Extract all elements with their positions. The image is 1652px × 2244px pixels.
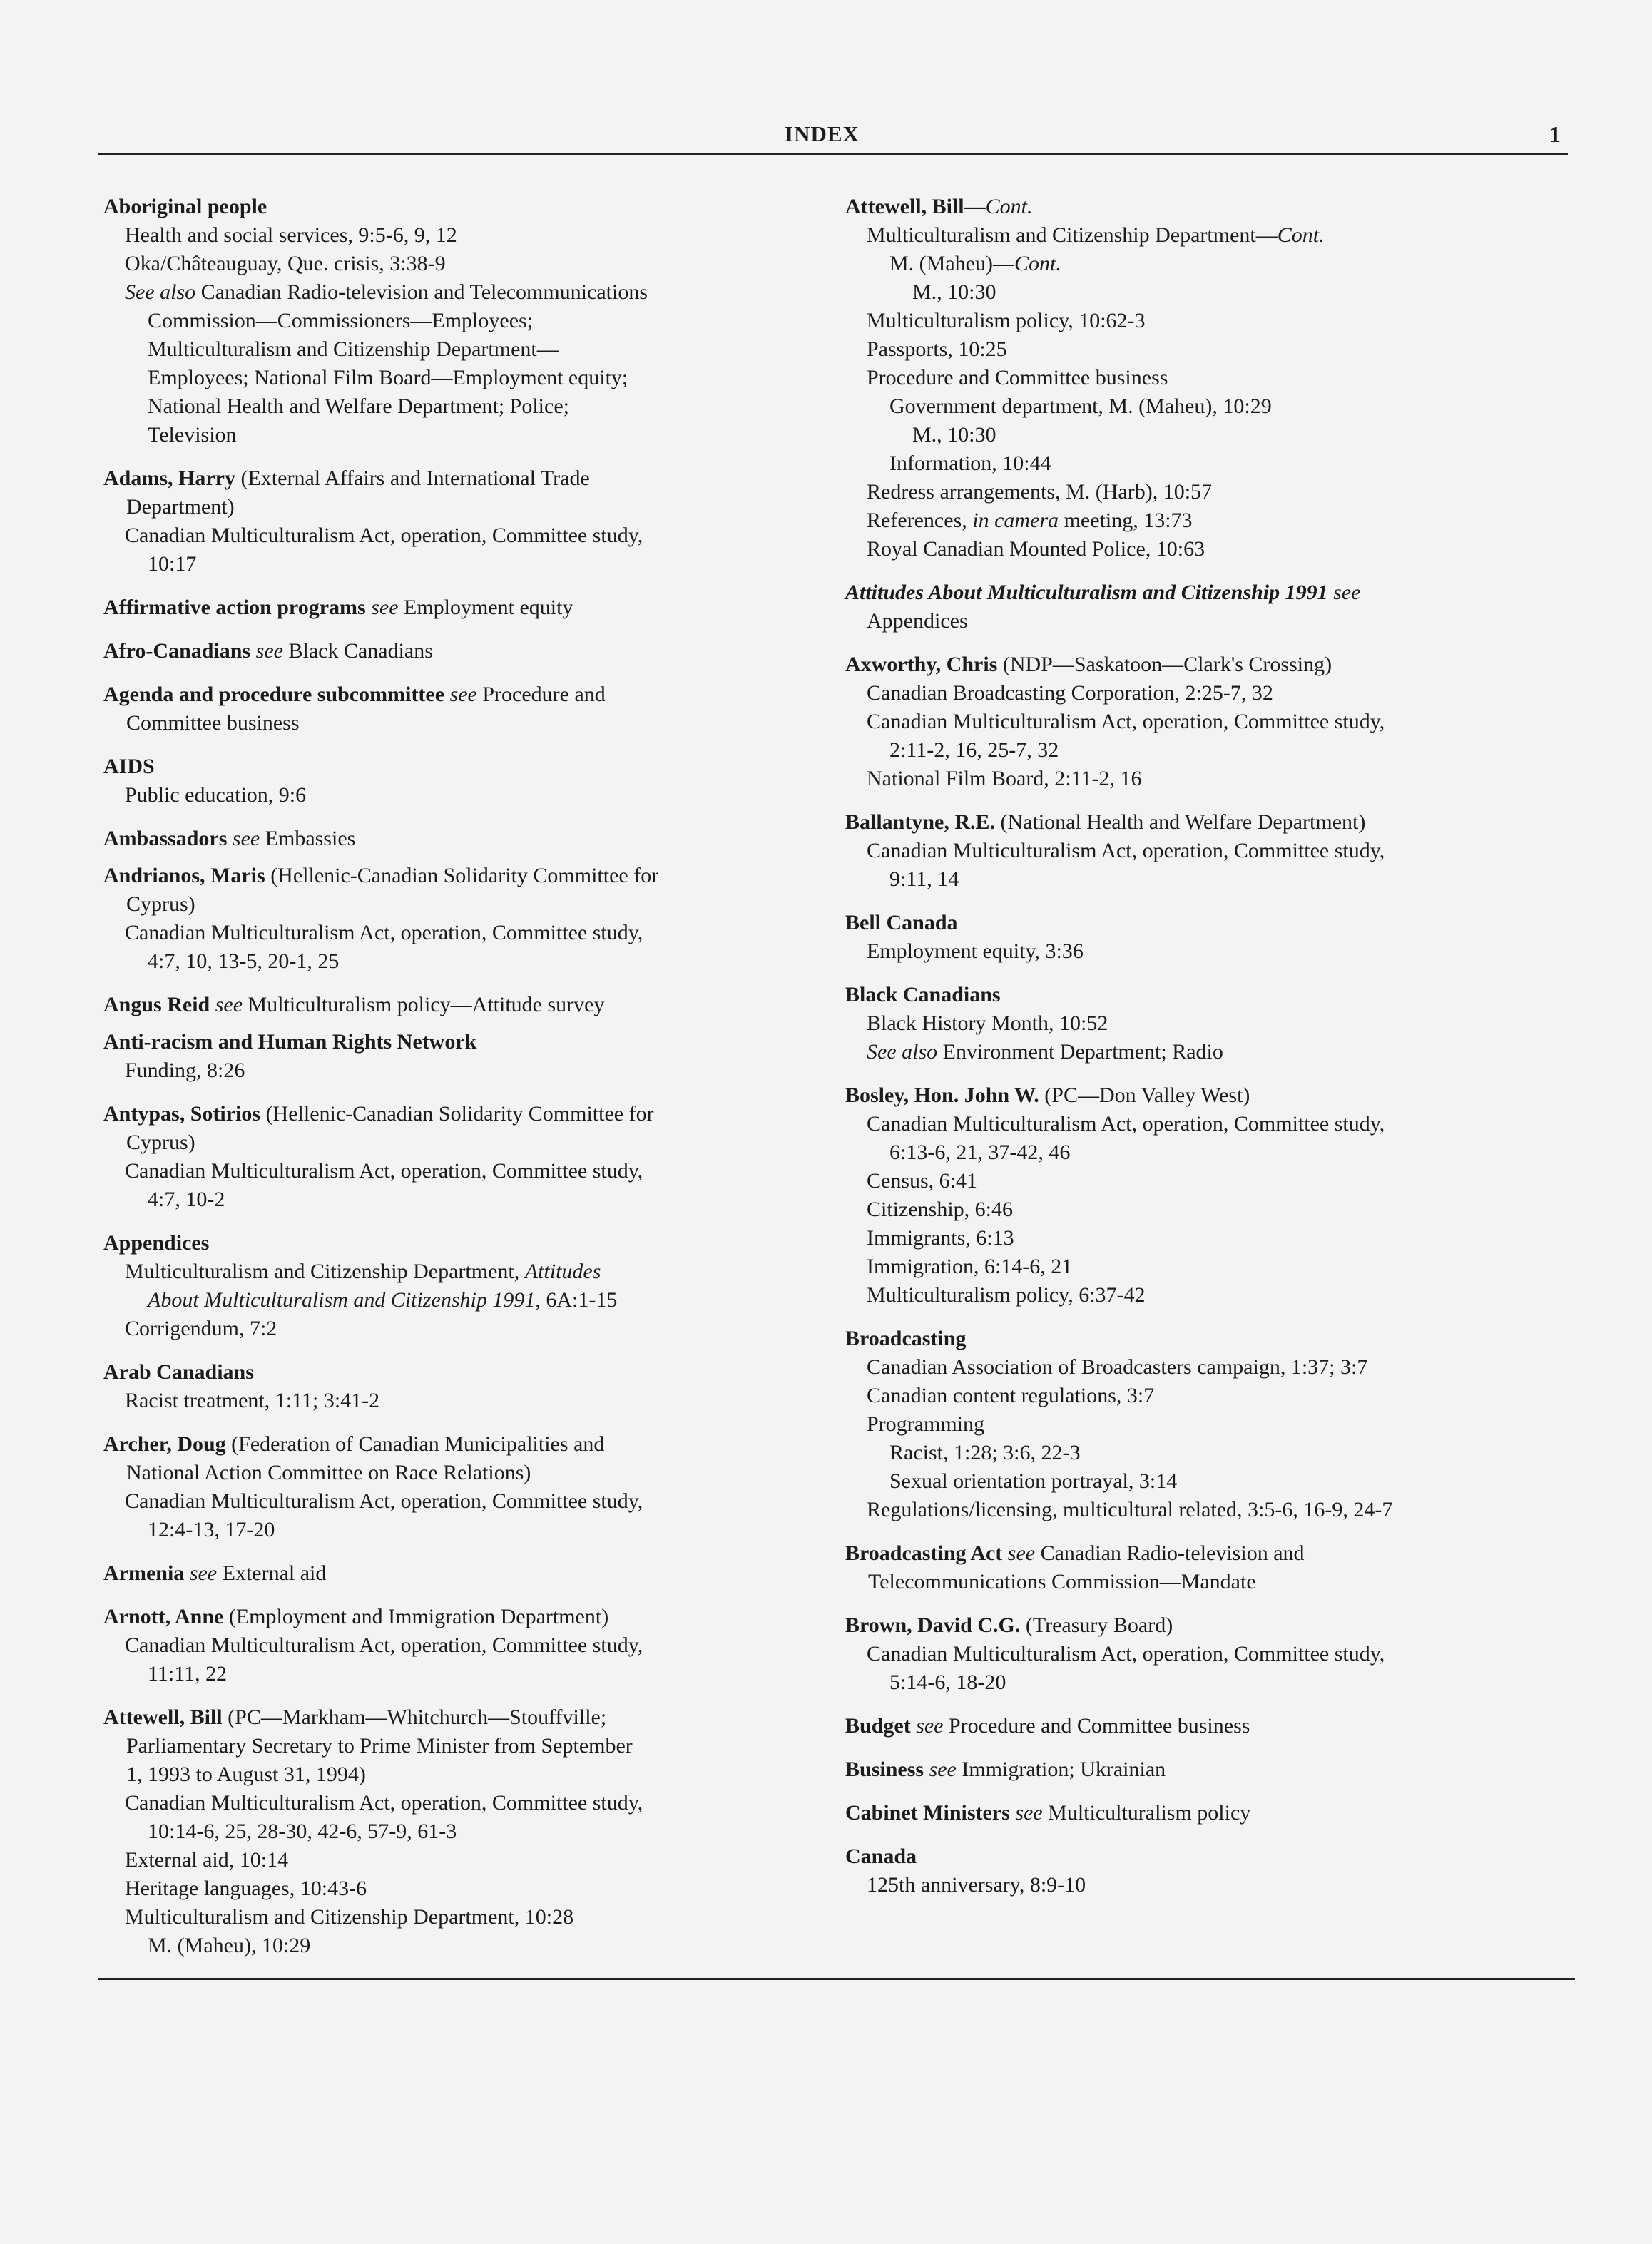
index-text: 10:14-6, 25, 28-30, 42-6, 57-9, 61-3	[148, 1820, 457, 1843]
index-subentry-line	[103, 250, 810, 278]
index-text: (Treasury Board)	[1020, 1613, 1173, 1637]
index-text: 6:13-6, 21, 37-42, 46	[889, 1141, 1071, 1164]
index-term: Aboriginal people	[103, 195, 267, 218]
index-heading-line	[103, 1603, 810, 1631]
index-text: National Health and Welfare Department; Police;	[148, 394, 569, 418]
index-term: Broadcasting	[845, 1327, 967, 1350]
index-text: Programming	[867, 1412, 984, 1436]
index-term: Bell Canada	[845, 911, 958, 934]
index-entry	[845, 1611, 1551, 1697]
index-entry	[845, 981, 1551, 1066]
index-text: Government department, M. (Maheu), 10:29	[889, 394, 1272, 418]
index-heading-line	[103, 1229, 810, 1258]
index-text: Commission—Commissioners—Employees;	[148, 309, 534, 332]
index-text: meeting, 13:73	[1059, 509, 1193, 532]
index-text: Procedure and Committee business	[867, 366, 1168, 389]
index-term: Andrianos, Maris	[103, 864, 265, 887]
index-subentry-line	[845, 1167, 1551, 1195]
index-text: (NDP—Saskatoon—Clark's Crossing)	[997, 653, 1332, 676]
index-subentry-line	[845, 765, 1551, 793]
index-heading-line	[845, 1799, 1551, 1827]
index-text: Cont.	[1277, 223, 1325, 247]
index-text: 5:14-6, 18-20	[889, 1671, 1006, 1694]
index-text: (Employment and Immigration Department)	[223, 1605, 609, 1628]
index-term: Budget	[845, 1714, 911, 1738]
index-heading-line	[845, 578, 1551, 607]
index-text: 10:17	[148, 552, 197, 576]
index-text: About Multiculturalism and Citizenship 1991	[148, 1288, 536, 1312]
index-text: see	[910, 1714, 944, 1738]
index-text: Canadian Association of Broadcasters campaign, 1:37; 3:7	[867, 1355, 1368, 1379]
index-text: Canadian Multiculturalism Act, operation, Committee study,	[867, 1112, 1385, 1136]
index-subentry-line	[845, 478, 1551, 506]
index-subentry-line	[103, 1903, 810, 1932]
index-entry	[103, 862, 810, 976]
index-entry	[103, 991, 810, 1019]
index-heading-line	[845, 808, 1551, 837]
index-term: Appendices	[103, 1231, 210, 1255]
index-entry	[103, 1603, 810, 1688]
index-text: Canadian Broadcasting Corporation, 2:25-7, 32	[867, 681, 1273, 705]
index-subentry-line	[845, 937, 1551, 966]
index-text: Department)	[126, 495, 235, 519]
index-subentry-line	[103, 1516, 810, 1544]
index-term: AIDS	[103, 755, 155, 778]
index-subentry-line	[845, 1138, 1551, 1167]
index-heading-line	[103, 825, 810, 853]
index-text: Racist, 1:28; 3:6, 22-3	[889, 1441, 1081, 1464]
index-text: Oka/Châteauguay, Que. crisis, 3:38-9	[125, 252, 446, 275]
index-text: Multiculturalism and Citizenship Department—	[148, 337, 559, 361]
index-term: Angus Reid	[103, 993, 210, 1016]
index-heading-line	[103, 1358, 810, 1387]
index-subentry-line	[103, 947, 810, 976]
index-text: see	[444, 683, 477, 706]
index-subentry-line	[103, 278, 810, 307]
index-text: Funding, 8:26	[125, 1059, 245, 1082]
index-text: Procedure and Committee business	[943, 1714, 1250, 1738]
index-term: Black Canadians	[845, 983, 1001, 1006]
index-text: Canadian Multiculturalism Act, operation, Committee study,	[867, 1642, 1385, 1666]
index-text: National Action Committee on Race Relations)	[126, 1461, 531, 1484]
index-term: Attewell, Bill	[103, 1705, 223, 1729]
index-text: Racist treatment, 1:11; 3:41-2	[125, 1389, 380, 1412]
index-subentry-line	[103, 335, 810, 364]
index-entry	[103, 1358, 810, 1415]
index-subentry-line	[103, 890, 810, 919]
index-subentry-line	[845, 1353, 1551, 1382]
index-term: Axworthy, Chris	[845, 653, 998, 676]
index-subentry-line	[845, 1668, 1551, 1697]
index-column-left	[103, 193, 810, 1975]
index-subentry-line	[103, 1817, 810, 1846]
index-text: Immigration, 6:14-6, 21	[867, 1255, 1073, 1278]
index-text: Multiculturalism and Citizenship Department—	[867, 223, 1278, 247]
index-text: Canadian Multiculturalism Act, operation, Committee study,	[125, 1159, 643, 1183]
index-heading-line	[845, 981, 1551, 1009]
index-text: Canadian Radio-television and Telecommunications	[195, 280, 648, 304]
index-text: 12:4-13, 17-20	[148, 1518, 275, 1541]
index-subentry-line	[103, 1760, 810, 1789]
index-text: Black Canadians	[282, 639, 433, 663]
index-text: National Film Board, 2:11-2, 16	[867, 767, 1142, 790]
index-entry	[103, 1229, 810, 1343]
index-entry	[103, 193, 810, 449]
index-text: External aid	[217, 1561, 327, 1585]
index-term: Antypas, Sotirios	[103, 1102, 261, 1126]
index-subentry-line	[845, 421, 1551, 449]
index-text: Canadian Multiculturalism Act, operation, Committee study,	[125, 1633, 643, 1657]
index-heading-line	[845, 1081, 1551, 1110]
index-heading-line	[103, 680, 810, 709]
index-heading-line	[845, 909, 1551, 937]
index-subentry-line	[845, 865, 1551, 894]
index-subentry-line	[103, 421, 810, 449]
index-entry	[845, 1081, 1551, 1310]
index-subentry-line	[845, 1467, 1551, 1496]
index-entry	[845, 1755, 1551, 1784]
index-subentry-line	[845, 708, 1551, 736]
index-text: Committee business	[126, 711, 300, 735]
index-subentry-line	[103, 221, 810, 250]
index-text: Multiculturalism policy, 10:62-3	[867, 309, 1146, 332]
index-subentry-line	[845, 1253, 1551, 1281]
index-text: Redress arrangements, M. (Harb), 10:57	[867, 480, 1213, 504]
index-heading-line	[103, 1703, 810, 1732]
index-text: Canadian Multiculturalism Act, operation, Committee study,	[125, 1489, 643, 1513]
index-text: 2:11-2, 16, 25-7, 32	[889, 738, 1059, 762]
index-text: Royal Canadian Mounted Police, 10:63	[867, 537, 1205, 561]
index-heading-line	[845, 1755, 1551, 1784]
index-entry	[845, 1712, 1551, 1740]
index-text: Sexual orientation portrayal, 3:14	[889, 1469, 1178, 1493]
index-heading-line	[845, 1712, 1551, 1740]
index-text: Citizenship, 6:46	[867, 1198, 1013, 1221]
index-subentry-line	[845, 1640, 1551, 1668]
index-text: External aid, 10:14	[125, 1848, 289, 1872]
index-subentry-line	[103, 1631, 810, 1660]
index-text: see	[1009, 1801, 1043, 1825]
index-text: Appendices	[867, 609, 968, 633]
index-heading-line	[845, 1539, 1551, 1568]
index-text: 1, 1993 to August 31, 1994)	[126, 1763, 366, 1786]
index-text: Black History Month, 10:52	[867, 1011, 1108, 1035]
index-subentry-line	[845, 736, 1551, 765]
index-term: Ambassadors	[103, 827, 228, 850]
index-text: see	[924, 1758, 957, 1781]
index-text: Canadian Multiculturalism Act, operation, Committee study,	[125, 1791, 643, 1815]
index-text: Immigrants, 6:13	[867, 1226, 1014, 1250]
index-text: Health and social services, 9:5-6, 9, 12	[125, 223, 457, 247]
index-subentry-line	[845, 607, 1551, 636]
index-subentry-line	[845, 837, 1551, 865]
index-heading-line	[103, 637, 810, 665]
index-subentry-line	[845, 1281, 1551, 1310]
page-title: INDEX	[785, 121, 860, 146]
index-heading-line	[845, 1325, 1551, 1353]
index-entry	[845, 578, 1551, 636]
index-text: see	[227, 827, 260, 850]
index-subentry-line	[845, 1009, 1551, 1038]
index-heading-line	[845, 1611, 1551, 1640]
index-subentry-line	[845, 1110, 1551, 1138]
index-subentry-line	[103, 1128, 810, 1157]
index-text: see	[1327, 581, 1361, 604]
index-subentry-line	[103, 1846, 810, 1875]
index-subentry-line	[845, 1195, 1551, 1224]
index-text: see	[210, 993, 243, 1016]
index-text: See also	[867, 1040, 938, 1064]
index-subentry-line	[103, 1732, 810, 1760]
index-text: Passports, 10:25	[867, 337, 1007, 361]
index-entry	[845, 808, 1551, 894]
index-subentry-line	[845, 535, 1551, 563]
index-term: Attitudes About Multiculturalism and Citizenship 1991	[845, 581, 1328, 604]
index-text: Canadian Multiculturalism Act, operation, Committee study,	[867, 710, 1385, 733]
index-text: see	[250, 639, 283, 663]
index-heading-line	[103, 1028, 810, 1056]
index-heading-line	[103, 1559, 810, 1588]
index-term: Anti-racism and Human Rights Network	[103, 1030, 477, 1054]
index-text: Cont.	[1014, 252, 1061, 275]
index-text: Multiculturalism policy—Attitude survey	[243, 993, 605, 1016]
index-term: Armenia	[103, 1561, 185, 1585]
index-subentry-line	[845, 278, 1551, 307]
index-entry	[103, 1559, 810, 1588]
index-entry	[103, 680, 810, 738]
index-text: Canadian Radio-television and	[1035, 1541, 1305, 1565]
index-text: Cyprus)	[126, 1131, 195, 1154]
index-entry	[845, 1799, 1551, 1827]
index-entry	[845, 193, 1551, 563]
index-text: Information, 10:44	[889, 452, 1051, 475]
index-text: 11:11, 22	[148, 1662, 228, 1685]
index-subentry-line	[103, 392, 810, 421]
index-subentry-line	[845, 1871, 1551, 1899]
index-text: (PC—Markham—Whitchurch—Stouffville;	[222, 1705, 607, 1729]
index-entry	[103, 825, 810, 853]
index-text: 125th anniversary, 8:9-10	[867, 1873, 1086, 1897]
index-subentry-line	[103, 1185, 810, 1214]
index-subentry-line	[845, 221, 1551, 250]
index-text: Census, 6:41	[867, 1169, 978, 1193]
index-text: 9:11, 14	[889, 867, 959, 891]
footer-rule	[98, 1978, 1575, 1980]
index-subentry-line	[103, 550, 810, 578]
index-term: Canada	[845, 1845, 917, 1868]
index-subentry-line	[103, 1459, 810, 1487]
index-text: , 6A:1-15	[535, 1288, 618, 1312]
index-subentry-line	[103, 493, 810, 521]
index-subentry-line	[845, 250, 1551, 278]
index-term: Archer, Doug	[103, 1432, 226, 1456]
index-subentry-line	[845, 679, 1551, 708]
index-text: Multiculturalism policy	[1042, 1801, 1251, 1825]
index-heading-line	[103, 862, 810, 890]
index-subentry-line	[845, 1382, 1551, 1410]
index-subentry-line	[845, 335, 1551, 364]
index-entry	[103, 637, 810, 665]
index-term: Attewell, Bill—	[845, 195, 986, 218]
index-entry	[845, 909, 1551, 966]
index-entry	[845, 1539, 1551, 1596]
index-term: Affirmative action programs	[103, 596, 366, 619]
index-subentry-line	[103, 1315, 810, 1343]
index-text: Canadian content regulations, 3:7	[867, 1384, 1155, 1407]
index-text: Canadian Multiculturalism Act, operation, Committee study,	[125, 524, 643, 547]
index-heading-line	[103, 753, 810, 781]
index-term: Cabinet Ministers	[845, 1801, 1010, 1825]
index-text: Parliamentary Secretary to Prime Minister from September	[126, 1734, 633, 1758]
index-subentry-line	[103, 1660, 810, 1688]
index-subentry-line	[845, 307, 1551, 335]
index-subentry-line	[845, 1439, 1551, 1467]
index-entry	[845, 1325, 1551, 1524]
index-subentry-line	[845, 1224, 1551, 1253]
index-subentry-line	[103, 521, 810, 550]
index-text: Heritage languages, 10:43-6	[125, 1877, 367, 1900]
index-subentry-line	[845, 1496, 1551, 1524]
index-heading-line	[845, 1842, 1551, 1871]
index-column-right	[845, 193, 1551, 1914]
index-text: M. (Maheu), 10:29	[148, 1934, 311, 1957]
index-heading-line	[103, 1100, 810, 1128]
index-text: see	[365, 596, 399, 619]
index-text: Employment equity	[398, 596, 573, 619]
page-number: 1	[1549, 121, 1561, 147]
index-subentry-line	[103, 1258, 810, 1286]
index-subentry-line	[103, 364, 810, 392]
index-subentry-line	[103, 307, 810, 335]
index-subentry-line	[103, 1932, 810, 1960]
index-text: Multiculturalism and Citizenship Department, 10:28	[125, 1905, 574, 1929]
index-term: Ballantyne, R.E.	[845, 810, 996, 834]
index-term: Arnott, Anne	[103, 1605, 224, 1628]
header-rule	[98, 153, 1568, 155]
index-entry	[845, 651, 1551, 793]
index-text: Corrigendum, 7:2	[125, 1317, 277, 1340]
index-subentry-line	[103, 781, 810, 810]
index-subentry-line	[103, 1875, 810, 1903]
index-subentry-line	[103, 1789, 810, 1817]
index-entry	[103, 1703, 810, 1960]
index-term: Business	[845, 1758, 924, 1781]
index-term: Bosley, Hon. John W.	[845, 1083, 1039, 1107]
index-subentry-line	[845, 364, 1551, 392]
index-text: M. (Maheu)—	[889, 252, 1014, 275]
index-text: Multiculturalism and Citizenship Department,	[125, 1260, 525, 1283]
index-text: Canadian Multiculturalism Act, operation, Committee study,	[125, 921, 643, 944]
index-text: Environment Department; Radio	[937, 1040, 1223, 1064]
index-text: Public education, 9:6	[125, 783, 307, 807]
index-text: (PC—Don Valley West)	[1039, 1083, 1250, 1107]
index-text: in camera	[972, 509, 1059, 532]
index-subentry-line	[103, 1157, 810, 1185]
index-term: Afro-Canadians	[103, 639, 251, 663]
index-text: Procedure and	[476, 683, 606, 706]
index-text: Employment equity, 3:36	[867, 939, 1084, 963]
index-subentry-line	[103, 1387, 810, 1415]
index-text: see	[1002, 1541, 1036, 1565]
index-heading-line	[103, 464, 810, 493]
index-heading-line	[103, 1430, 810, 1459]
index-text: Television	[148, 423, 237, 447]
index-subentry-line	[103, 919, 810, 947]
index-text: Employees; National Film Board—Employment equity;	[148, 366, 628, 389]
index-subentry-line	[103, 709, 810, 738]
index-heading-line	[103, 193, 810, 221]
index-text: Telecommunications Commission—Mandate	[868, 1570, 1256, 1593]
index-text: See also	[125, 280, 196, 304]
index-heading-line	[103, 593, 810, 622]
index-text: M., 10:30	[912, 280, 996, 304]
index-subentry-line	[845, 392, 1551, 421]
index-text: M., 10:30	[912, 423, 996, 447]
index-entry	[103, 1100, 810, 1214]
index-subentry-line	[103, 1056, 810, 1085]
index-text: Multiculturalism policy, 6:37-42	[867, 1283, 1146, 1307]
index-heading-line	[103, 991, 810, 1019]
index-text: (External Affairs and International Trade	[235, 466, 590, 490]
index-text: 4:7, 10, 13-5, 20-1, 25	[148, 949, 340, 973]
index-entry	[103, 464, 810, 578]
index-text: (Hellenic-Canadian Solidarity Committee for	[265, 864, 659, 887]
index-text: Immigration; Ukrainian	[956, 1758, 1166, 1781]
index-entry	[845, 1842, 1551, 1899]
index-text: Attitudes	[524, 1260, 601, 1283]
index-entry	[103, 1028, 810, 1085]
index-heading-line	[845, 193, 1551, 221]
index-text: Cyprus)	[126, 892, 195, 916]
index-entry	[103, 593, 810, 622]
index-heading-line	[845, 651, 1551, 679]
index-text: Regulations/licensing, multicultural related, 3:5-6, 16-9, 24-7	[867, 1498, 1393, 1521]
index-text: (Hellenic-Canadian Solidarity Committee for	[260, 1102, 654, 1126]
index-text: (National Health and Welfare Department)	[995, 810, 1366, 834]
index-text: Cont.	[985, 195, 1033, 218]
index-subentry-line	[103, 1487, 810, 1516]
index-text: Canadian Multiculturalism Act, operation, Committee study,	[867, 839, 1385, 862]
index-text: Embassies	[260, 827, 356, 850]
index-text: 4:7, 10-2	[148, 1188, 225, 1211]
index-term: Arab Canadians	[103, 1360, 254, 1384]
index-subentry-line	[845, 1410, 1551, 1439]
index-term: Brown, David C.G.	[845, 1613, 1021, 1637]
index-term: Agenda and procedure subcommittee	[103, 683, 445, 706]
index-term: Adams, Harry	[103, 466, 235, 490]
index-subentry-line	[103, 1286, 810, 1315]
index-text: (Federation of Canadian Municipalities and	[225, 1432, 605, 1456]
index-entry	[103, 1430, 810, 1544]
index-term: Broadcasting Act	[845, 1541, 1003, 1565]
index-subentry-line	[845, 1038, 1551, 1066]
index-text: References,	[867, 509, 973, 532]
index-subentry-line	[845, 1568, 1551, 1596]
index-text: see	[184, 1561, 218, 1585]
index-subentry-line	[845, 449, 1551, 478]
index-entry	[103, 753, 810, 810]
index-subentry-line	[845, 506, 1551, 535]
